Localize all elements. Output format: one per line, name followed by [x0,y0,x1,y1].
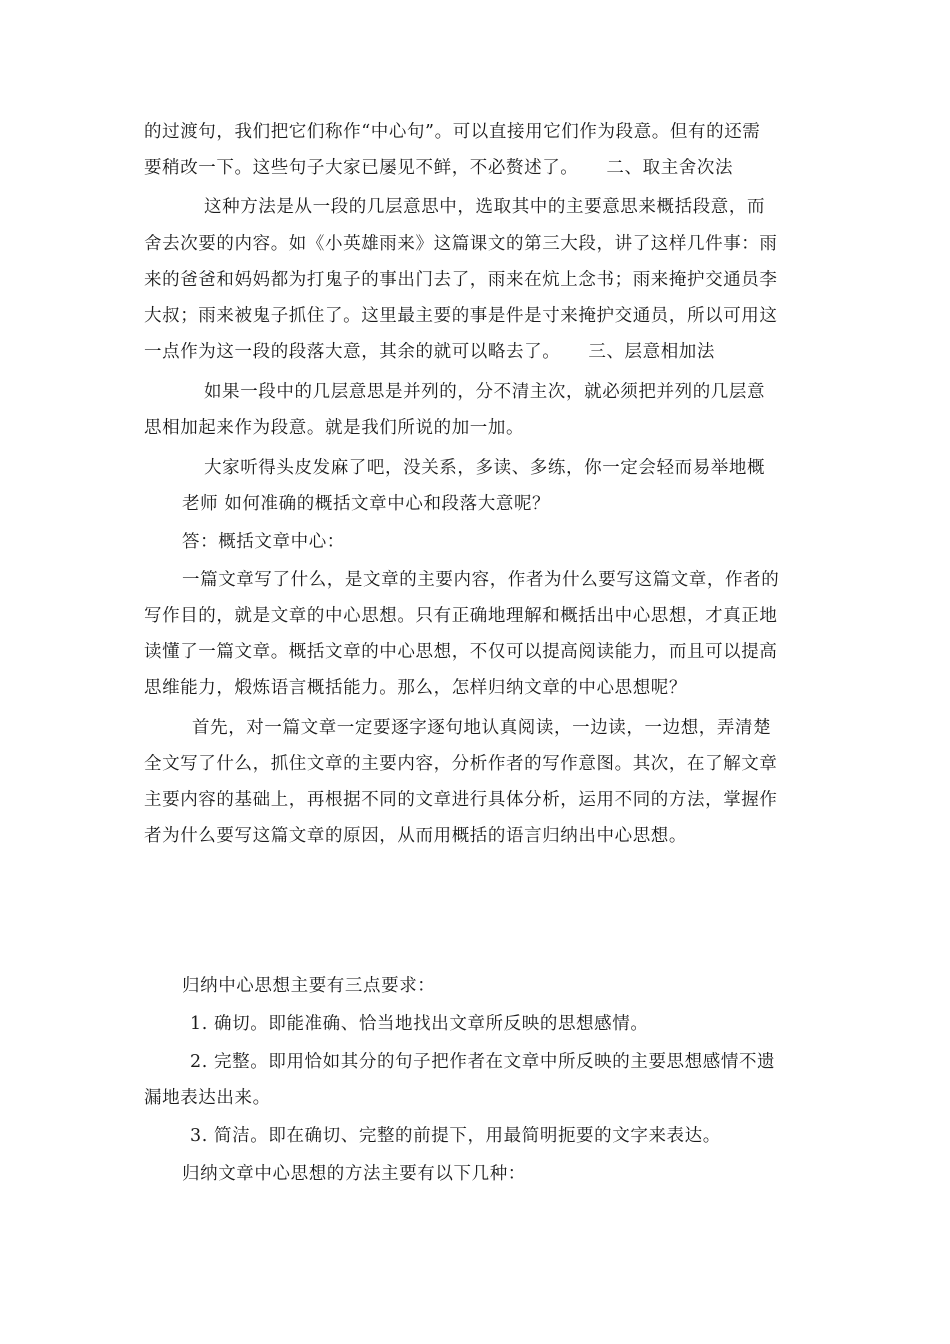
answer-heading: 答：概括文章中心： [182,532,345,552]
text-line: 主要内容的基础上，再根据不同的文章进行具体分析，运用不同的方法，掌握作 [144,790,778,810]
text-line: 漏地表达出来。 [144,1088,271,1108]
text-line: 归纳中心思想主要有三点要求： [182,976,436,996]
section-heading: 三、层意相加法 [588,342,716,362]
text-line: 这种方法是从一段的几层意思中，选取其中的主要意思来概括段意，而 [204,197,766,217]
text-line: 首先，对一篇文章一定要逐字逐句地认真阅读，一边读，一边想，弄清楚 [192,718,772,738]
text-line: 如果一段中的几层意思是并列的，分不清主次，就必须把并列的几层意 [204,382,766,402]
list-item: 3. 简洁。即在确切、完整的前提下，用最简明扼要的文字来表达。 [190,1126,721,1146]
text-line: 者为什么要写这篇文章的原因，从而用概括的语言归纳出中心思想。 [144,826,687,846]
text-line [144,156,733,180]
text-line: 一篇文章写了什么，是文章的主要内容，作者为什么要写这篇文章，作者的 [182,570,780,590]
text-segment: 一点作为这一段的段落大意，其余的就可以略去了。 [144,342,561,362]
section-heading: 二、取主舍次法 [606,158,734,178]
text-line: 全文写了什么，抓住文章的主要内容，分析作者的写作意图。其次，在了解文章 [144,754,778,774]
text-line: 来的爸爸和妈妈都为打鬼子的事出门去了，雨来在炕上念书；雨来掩护交通员李 [144,270,778,290]
list-item: 1. 确切。即能准确、恰当地找出文章所反映的思想感情。 [190,1014,649,1034]
text-line [144,340,715,364]
text-line: 思维能力，煅炼语言概括能力。那么，怎样归纳文章的中心思想呢？ [144,678,687,698]
question-line: 老师 如何准确的概括文章中心和段落大意呢？ [182,494,551,514]
text-line: 思相加起来作为段意。就是我们所说的加一加。 [144,418,525,438]
text-segment: 要稍改一下。这些句子大家已屡见不鲜，不必赘述了。 [144,158,579,178]
text-line: 大叔；雨来被鬼子抓住了。这里最主要的事是件是寸来掩护交通员，所以可用这 [144,306,778,326]
list-item: 2. 完整。即用恰如其分的句子把作者在文章中所反映的主要思想感情不遗 [190,1052,776,1072]
text-line: 写作目的，就是文章的中心思想。只有正确地理解和概括出中心思想，才真正地 [144,606,778,626]
text-line: 大家听得头皮发麻了吧，没关系，多读、多练，你一定会轻而易举地概 [204,458,766,478]
text-line: 的过渡句，我们把它们称作“中心句”。可以直接用它们作为段意。但有的还需 [144,122,761,142]
text-line: 归纳文章中心思想的方法主要有以下几种： [182,1164,526,1184]
text-line: 舍去次要的内容。如《小英雄雨来》这篇课文的第三大段，讲了这样几件事：雨 [144,234,778,254]
text-line: 读懂了一篇文章。概括文章的中心思想，不仅可以提高阅读能力，而且可以提高 [144,642,778,662]
